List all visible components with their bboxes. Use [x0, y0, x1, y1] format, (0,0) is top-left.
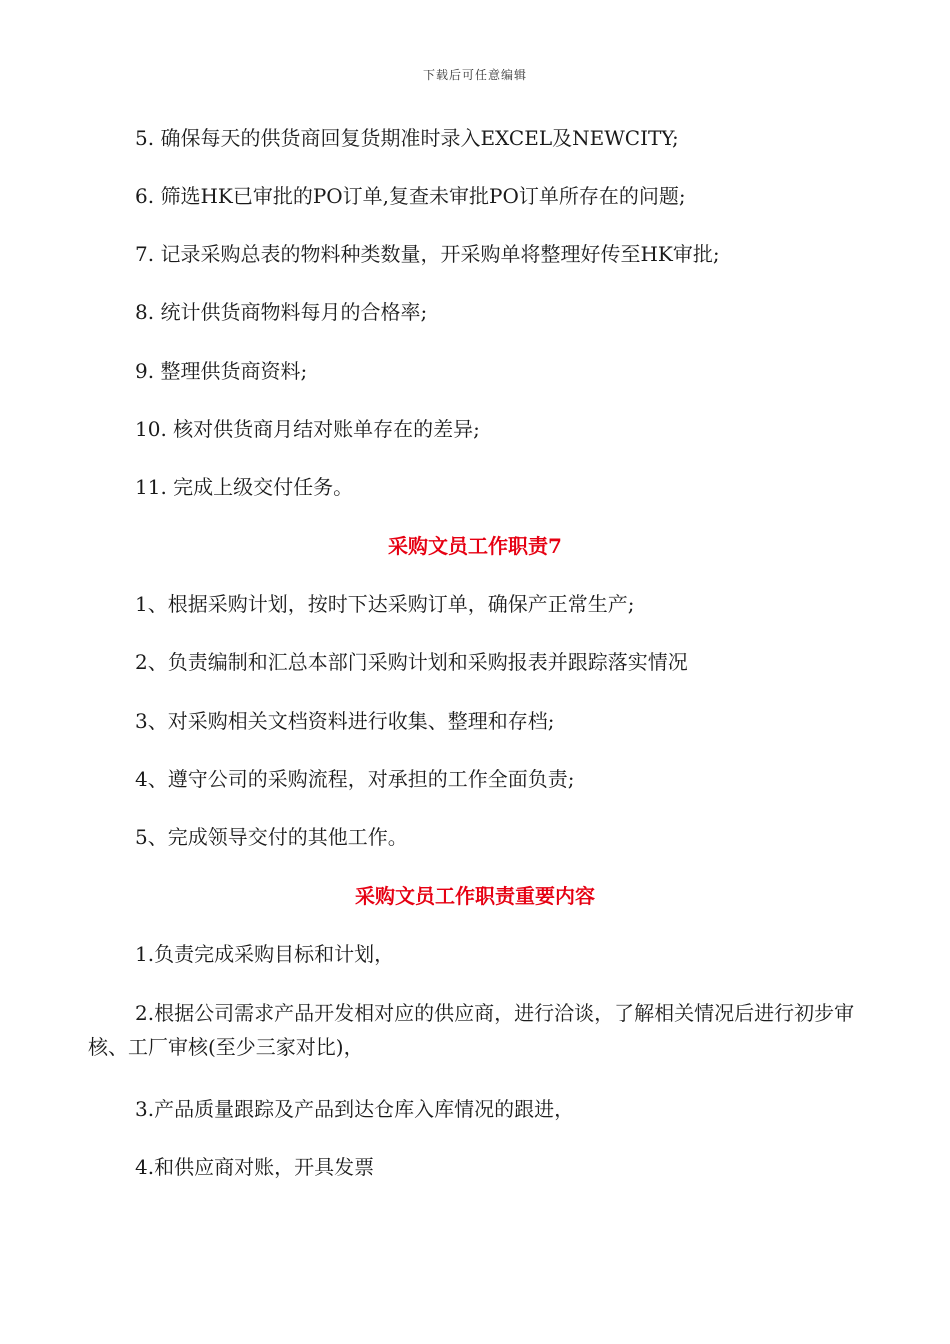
list-item: 1.负责完成采购目标和计划，	[135, 942, 395, 966]
list-item: 5、完成领导交付的其他工作。	[135, 825, 408, 849]
section-heading: 采购文员工作职责重要内容	[355, 884, 595, 908]
list-item: 4.和供应商对账，开具发票	[135, 1155, 375, 1179]
list-item: 6. 筛选HK已审批的PO订单,复查未审批PO订单所存在的问题;	[135, 184, 686, 208]
list-item: 2、负责编制和汇总本部门采购计划和采购报表并跟踪落实情况	[135, 650, 688, 674]
list-item: 3、对采购相关文档资料进行收集、整理和存档;	[135, 709, 555, 733]
list-item: 11. 完成上级交付任务。	[135, 475, 354, 499]
list-item: 8. 统计供货商物料每月的合格率;	[135, 300, 428, 324]
list-item: 3.产品质量跟踪及产品到达仓库入库情况的跟进，	[135, 1097, 575, 1121]
list-item: 7. 记录采购总表的物料种类数量，开采购单将整理好传至HK审批;	[135, 242, 720, 266]
header-note: 下载后可任意编辑	[422, 68, 527, 82]
list-item: 4、遵守公司的采购流程，对承担的工作全面负责;	[135, 767, 575, 791]
section-heading: 采购文员工作职责7	[388, 534, 562, 558]
list-item: 5. 确保每天的供货商回复货期准时录入EXCEL及NEWCITY;	[135, 126, 679, 150]
list-item: 1、根据采购计划，按时下达采购订单，确保产正常生产;	[135, 592, 635, 616]
list-item: 9. 整理供货商资料;	[135, 359, 308, 383]
list-item: 10. 核对供货商月结对账单存在的差异;	[135, 417, 480, 441]
list-item-paragraph: 2.根据公司需求产品开发相对应的供应商，进行洽谈，了解相关情况后进行初步审核、工厂审核(至少三家对比)，	[88, 1001, 855, 1059]
